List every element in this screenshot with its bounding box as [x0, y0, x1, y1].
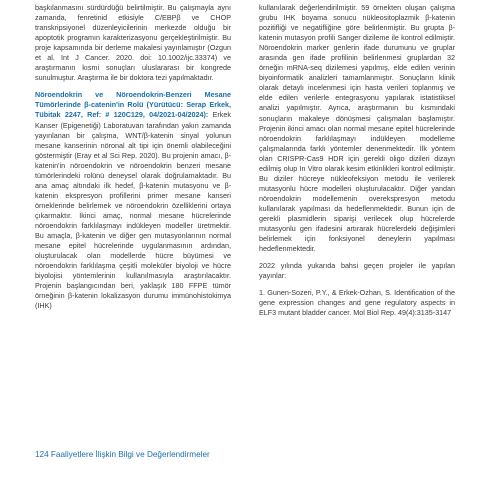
reference-entry: 1. Gunen-Sozeri, P.Y., & Erkek-Ozhan, S. Identification of the gene expression changes and gene regulatory aspects in ELF3 mutant bladder cancer. Mol Biol Rep. 49(4):3135-3147: [259, 288, 455, 318]
page-footer: 124 Faaliyetlere İlişkin Bilgi ve Değerlendirmeler: [35, 450, 210, 459]
paragraph: başkılanmasını sürdürdüğü belirtilmiştir. Bu çalışmayla aynı zamanda, fenretinid etkisiyle C/EBPβ ve CHOP transkripsiyonel düzenleyicilerinin merkezde olduğu bir apoptotik programın karakterizasyonu gerçekleştirilmiştir. Bu proje kapsamında bir derleme makalesi yayınlamıştır (Ozgun et al. Int J Cancer. 2020. doi: 10.1002/ijc.33374) ve araştırmanın kısmi sonuçları uluslararası bir kongrede sunulmuştur. Araştırma ile bir doktora tezi yapılmaktadır.: [35, 3, 231, 83]
paragraph: kullanılarak değerlendirilmiştir. 59 örnekten oluşan çalışma grubu IHK boyama sonucu nükleositoplazmik β-katenin pozitifliği ve negatifliğine göre belirlenmiştir. Bu grupta β-katenin mutasyon profili Sanger dizileme ile kontrol edilmiştir. Nöroendokrin marker genlerin ifade durumunu ve gruplar arasında gen ifade profilinin belirlenmesi gruplardan 32 örneğin mRNA-seq dizilemesi yapılmış, elde edilen verinin biyoinformatik analizleri tamamlanmıştır. Sonuçların klinik olarak detaylı incelenmesi için hasta verileri toplanmış ve elde edilen verilerle entegrasyonu yapılarak istatistiksel analizi yapılmıştır. Ayrıca, araştırmanın bu kısmındaki sonuçların makaleye dönüşmesi çalışmaları başlamıştır. Projenin ikinci amacı olan normal mesane epitel hücrelerinde nöroendokrin farklılaşmayı indükleyen modelleme çalışmalarında farklı yöntemler denenmektedir. İlk yöntem olan CRISPR-Cas9 HDR için gerekli oligo dizileri dizayn edilmiş olup In Vitro olarak kesim etkinlikleri kontrol edilmiştir. Bu diziler hücreye nükleofeksiyon metodu ile verilerek mutasyonlu hücre modelleri oluşturulacaktır. Diğer yandan nöroendokrin modellemenin overekspresyon metodu kullanılarak yapılması da hedeflenmektedir. Bunun için de gerekli plasmidlerin siparişi verilecek olup hücrelerde mutasyonlu gen ifadesini artırarak hücrelerdeki değişimleri belirlemek için fonksiyonel deneylerin yapılması hedeflenmektedir.: [259, 3, 455, 254]
section-heading: Nöroendokrin ve Nöroendokrin-Benzeri Mesane Tümörlerinde β-catenin'in Rolü (Yürütücü: Serap Erkek, Tübitak 2247, Ref: # 120C129, 04/2021-04/2024):: [35, 90, 231, 120]
left-column: [35, 3, 231, 311]
paragraph: 2022 yılında yukarıda bahsi geçen projeler ile yapılan yayınlar:: [259, 261, 455, 281]
right-column: [259, 3, 455, 318]
paragraph-body: Erkek Kanser (Epigenetiği) Laboratuvarı tarafından yakın zamanda yayınlanan bir çalışma, WNT/β-katenin sinyal yolunun mesane kanserinin nöronal alt tipi için önemli olabileceğini göstermiştir (Eray et al Sci Rep. 2020). Bu projenin amacı, β-katenin'in nöroendokrin ve nöroendokrin benzeri mesane tümörlerindeki rolünü deneysel olarak doğrulamaktadır. Bu ana amaç altındaki ilk hedef, β-katenin mutasyonu ve β-katenin ekspresyon profillerini primer mesane kanseri örneklerinde belirlemek ve nöroendokrin özelliklerini ortaya çıkarmaktır. İkinci amaç, normal mesane hücrelerinde nöroendokrin farklılaşmayı indükleyen modeller üretmektir. Bu amaçla, β-katenin ve diğer gen mutasyonlarının normal mesane epitel hücrelerinde uygulanmasının ardından, oluşturulacak olan modellerde hücre büyümesi ve nöroendokrin farklılaşma çeşitli moleküler biyoloji ve hücre biyolojisi yöntemlerinin kullanılmasıyla araştırılacaktır. Projenin başlangıcından beri, yaklaşık 180 FFPE tümör örneğinin β-katenin lokalizasyon durumu immünohistokimya (IHK): [35, 110, 231, 311]
paragraph: [35, 90, 231, 311]
